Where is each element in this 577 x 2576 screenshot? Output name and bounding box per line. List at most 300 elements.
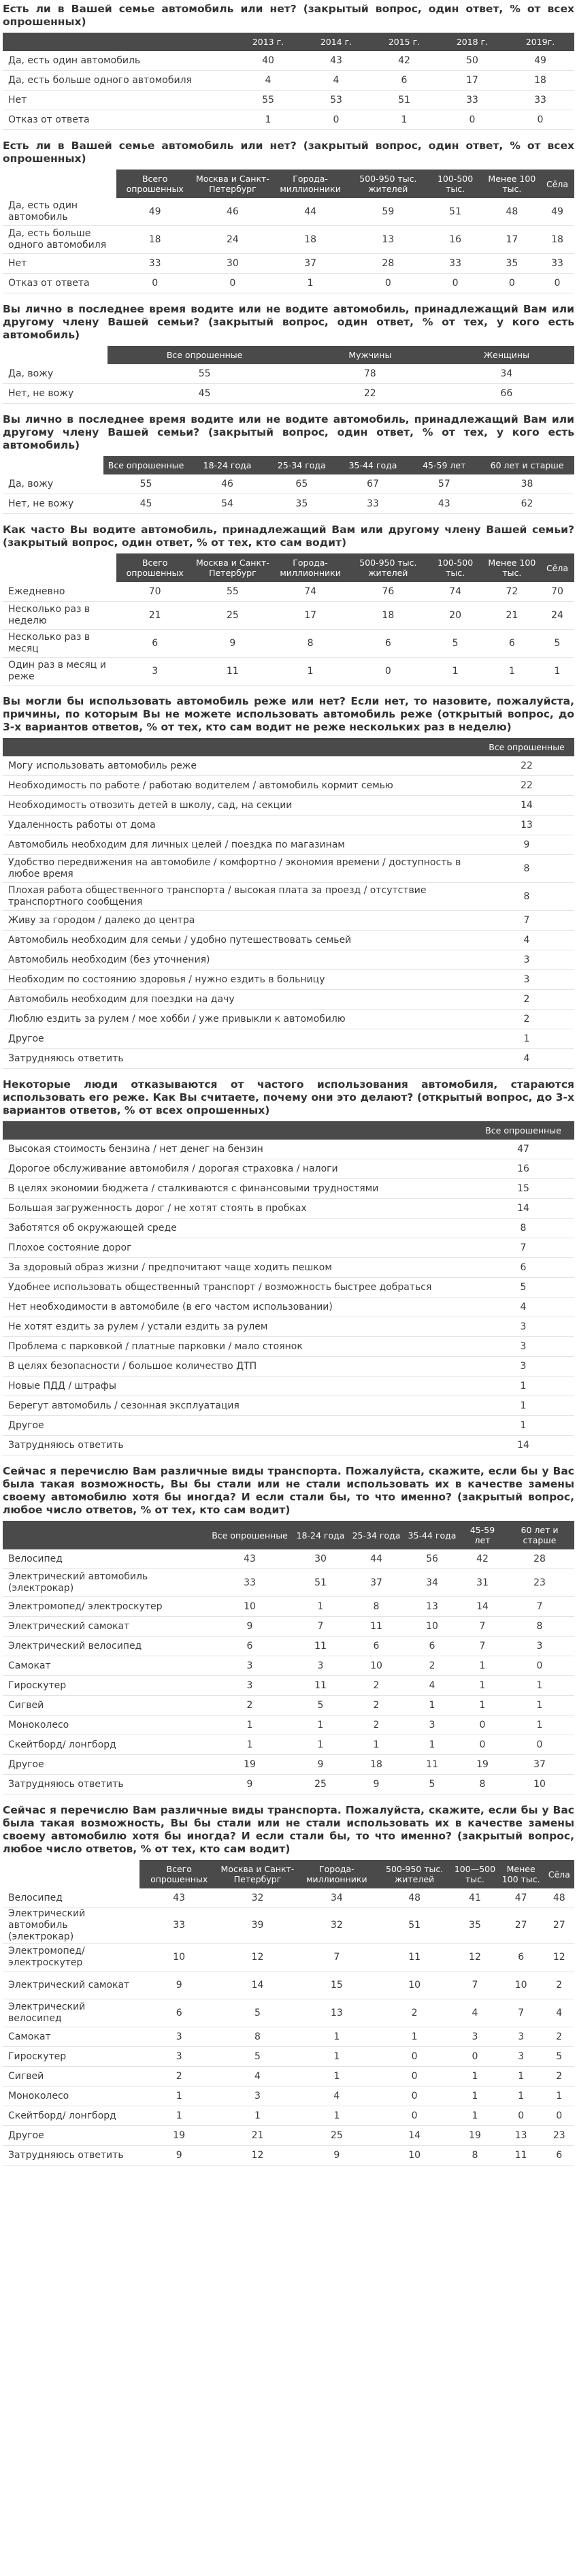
column-header: Москва и Санкт-Петербург (194, 553, 271, 582)
table-row (3, 91, 574, 110)
value-cell: 13 (297, 1999, 377, 2027)
value-cell: 14 (460, 1597, 505, 1617)
row-label: Моноколесо (3, 1716, 207, 1735)
header-corner (3, 1521, 207, 1549)
table-row (3, 1597, 574, 1617)
row-label: Отказ от ответа (3, 274, 116, 293)
table-row (3, 274, 574, 293)
value-cell: 34 (404, 1569, 460, 1597)
value-cell: 5 (218, 1999, 296, 2027)
value-cell: 51 (370, 91, 438, 110)
value-cell: 14 (472, 1199, 574, 1219)
value-cell: 47 (472, 1140, 574, 1159)
value-cell: 3 (479, 970, 574, 990)
value-cell: 47 (498, 1888, 544, 1908)
value-cell: 6 (349, 630, 427, 658)
value-cell: 1 (404, 1735, 460, 1755)
question-title: Вы лично в последнее время водите или не водите автомобиль, принадлежащий Вам или другому члену Вашей семьи? (закрытый вопрос, один ответ, % от тех, у кого есть автомобиль) (3, 303, 574, 341)
value-cell: 0 (377, 2047, 452, 2067)
table-row (3, 1049, 574, 1069)
table-row (3, 776, 574, 796)
value-cell: 4 (234, 71, 302, 91)
column-header: Менее 100 тыс. (484, 170, 540, 198)
value-cell: 3 (139, 2047, 218, 2067)
table-row (3, 1238, 574, 1258)
value-cell: 6 (472, 1258, 574, 1278)
survey-question-block (3, 3, 574, 130)
value-cell: 1 (293, 1716, 348, 1735)
value-cell: 1 (234, 110, 302, 130)
value-cell: 11 (377, 1944, 452, 1971)
results-table (3, 170, 574, 293)
header-corner (3, 738, 479, 756)
value-cell: 10 (139, 1944, 218, 1971)
value-cell: 2 (479, 990, 574, 1010)
value-cell: 23 (505, 1569, 574, 1597)
value-cell: 33 (116, 254, 194, 274)
row-label: Затрудняюсь ответить (3, 1049, 479, 1069)
value-cell: 5 (293, 1696, 348, 1716)
value-cell: 1 (207, 1716, 293, 1735)
value-cell: 10 (377, 2146, 452, 2166)
value-cell: 7 (460, 1617, 505, 1637)
table-row (3, 1416, 574, 1436)
value-cell: 1 (460, 1656, 505, 1676)
value-cell: 4 (218, 2067, 296, 2087)
value-cell: 1 (472, 1396, 574, 1416)
value-cell: 1 (505, 1676, 574, 1696)
value-cell: 8 (472, 1219, 574, 1238)
table-row (3, 2146, 574, 2166)
row-label: Нет (3, 91, 234, 110)
table-row (3, 1755, 574, 1775)
value-cell: 19 (139, 2126, 218, 2146)
value-cell: 22 (301, 384, 439, 404)
value-cell: 1 (348, 1735, 404, 1755)
value-cell: 33 (337, 494, 409, 514)
column-header: 35-44 года (337, 456, 409, 474)
value-cell: 8 (348, 1597, 404, 1617)
column-header: 500-950 тыс. жителей (349, 553, 427, 582)
row-label: Гироскутер (3, 2047, 139, 2067)
value-cell: 15 (472, 1179, 574, 1199)
table-row (3, 51, 574, 71)
table-row (3, 2067, 574, 2087)
value-cell: 0 (452, 2047, 498, 2067)
value-cell: 5 (540, 630, 574, 658)
column-header: 25-34 года (266, 456, 337, 474)
survey-question-block (3, 524, 574, 686)
value-cell: 11 (194, 658, 271, 686)
row-label: Плохая работа общественного транспорта / высокая плата за проезд / отсутствие транспортного сообщения (3, 883, 479, 911)
row-label: Электромопед/ электроскутер (3, 1597, 207, 1617)
value-cell: 22 (479, 756, 574, 776)
row-label: Берегут автомобиль / сезонная эксплуатация (3, 1396, 472, 1416)
table-row (3, 1944, 574, 1971)
value-cell: 42 (460, 1549, 505, 1569)
row-label: Да, есть больше одного автомобиля (3, 226, 116, 254)
survey-question-block (3, 1078, 574, 1455)
value-cell: 48 (544, 1888, 574, 1908)
value-cell: 25 (293, 1775, 348, 1794)
column-header: 2013 г. (234, 33, 302, 51)
table-row (3, 796, 574, 816)
table-row (3, 1999, 574, 2027)
value-cell: 1 (498, 2087, 544, 2106)
value-cell: 3 (207, 1676, 293, 1696)
value-cell: 74 (271, 582, 349, 602)
value-cell: 17 (271, 602, 349, 630)
row-label: Сигвей (3, 2067, 139, 2087)
row-label: Электрический автомобиль (электрокар) (3, 1908, 139, 1944)
value-cell: 3 (139, 2027, 218, 2047)
header-corner (3, 346, 108, 364)
value-cell: 21 (116, 602, 194, 630)
value-cell: 0 (544, 2106, 574, 2126)
row-label: Автомобиль необходим (без уточнения) (3, 950, 479, 970)
value-cell: 1 (297, 2106, 377, 2126)
value-cell: 78 (301, 364, 439, 384)
row-label: Ежедневно (3, 582, 116, 602)
row-label: Скейтборд/ лонгборд (3, 1735, 207, 1755)
value-cell: 53 (302, 91, 370, 110)
value-cell: 9 (297, 2146, 377, 2166)
value-cell: 0 (377, 2067, 452, 2087)
row-label: Самокат (3, 1656, 207, 1676)
table-row (3, 883, 574, 911)
value-cell: 66 (439, 384, 574, 404)
header-corner (3, 170, 116, 198)
value-cell: 6 (116, 630, 194, 658)
question-title: Есть ли в Вашей семье автомобиль или нет? (закрытый вопрос, один ответ, % от всех опрошенных) (3, 140, 574, 165)
value-cell: 1 (472, 1376, 574, 1396)
question-title: Сейчас я перечислю Вам различные виды транспорта. Пожалуйста, скажите, если бы у Вас была такая возможность, Вы бы стали или не стали использовать их в качестве замены своему автомобилю хотя бы иногда? И если стали бы, то что именно? (закрытый вопрос, любое число ответов, % от тех, кто сам водит) (3, 1804, 574, 1855)
value-cell: 1 (452, 2087, 498, 2106)
row-label: Удобнее использовать общественный транспорт / возможность быстрее добраться (3, 1278, 472, 1298)
value-cell: 0 (116, 274, 194, 293)
value-cell: 5 (427, 630, 483, 658)
table-row (3, 1716, 574, 1735)
value-cell: 1 (505, 1716, 574, 1735)
value-cell: 3 (472, 1337, 574, 1357)
table-row (3, 1436, 574, 1455)
value-cell: 2 (377, 1999, 452, 2027)
table-row (3, 1010, 574, 1029)
value-cell: 6 (498, 1944, 544, 1971)
row-label: Скейтборд/ лонгборд (3, 2106, 139, 2126)
row-label: Удаленность работы от дома (3, 816, 479, 835)
table-row (3, 1258, 574, 1278)
table-row (3, 1396, 574, 1416)
value-cell: 1 (297, 2067, 377, 2087)
table-row (3, 1637, 574, 1656)
table-row (3, 1656, 574, 1676)
column-header: 100-500 тыс. (427, 170, 483, 198)
column-header: Города-миллионники (271, 170, 349, 198)
table-row (3, 1357, 574, 1376)
column-header: 18-24 года (293, 1521, 348, 1549)
value-cell: 43 (139, 1888, 218, 1908)
value-cell: 40 (234, 51, 302, 71)
value-cell: 39 (218, 1908, 296, 1944)
value-cell: 30 (293, 1549, 348, 1569)
value-cell: 6 (404, 1637, 460, 1656)
table-row (3, 855, 574, 883)
value-cell: 19 (452, 2126, 498, 2146)
value-cell: 3 (452, 2027, 498, 2047)
column-header: Сёла (540, 170, 574, 198)
value-cell: 1 (293, 1597, 348, 1617)
value-cell: 1 (404, 1696, 460, 1716)
survey-question-block (3, 1465, 574, 1794)
value-cell: 12 (544, 1944, 574, 1971)
column-header: 2019г. (506, 33, 574, 51)
survey-question-block (3, 140, 574, 293)
row-label: В целях экономии бюджета / сталкиваются с финансовыми трудностями (3, 1179, 472, 1199)
value-cell: 10 (377, 1971, 452, 1999)
value-cell: 18 (116, 226, 194, 254)
row-label: Электромопед/ электроскутер (3, 1944, 139, 1971)
header-row (3, 738, 574, 756)
row-label: Высокая стоимость бензина / нет денег на бензин (3, 1140, 472, 1159)
value-cell: 22 (479, 776, 574, 796)
row-label: Да, вожу (3, 474, 103, 494)
value-cell: 35 (484, 254, 540, 274)
column-header: 2014 г. (302, 33, 370, 51)
column-header: Все опрошенные (103, 456, 188, 474)
row-label: Автомобиль необходим для личных целей / поездка по магазинам (3, 835, 479, 855)
column-header: Сёла (544, 1860, 574, 1888)
table-row (3, 1676, 574, 1696)
value-cell: 0 (377, 2106, 452, 2126)
row-label: Удобство передвижения на автомобиле / комфортно / экономия времени / доступность в любое время (3, 855, 479, 883)
row-label: Автомобиль необходим для поездки на дачу (3, 990, 479, 1010)
row-label: Затрудняюсь ответить (3, 2146, 139, 2166)
value-cell: 51 (427, 198, 483, 226)
value-cell: 20 (427, 602, 483, 630)
value-cell: 13 (479, 816, 574, 835)
value-cell: 3 (116, 658, 194, 686)
value-cell: 9 (194, 630, 271, 658)
row-label: Да, есть больше одного автомобиля (3, 71, 234, 91)
column-header: 500-950 тыс. жителей (377, 1860, 452, 1888)
column-header: Менее 100 тыс. (484, 553, 540, 582)
value-cell: 0 (194, 274, 271, 293)
question-title: Сейчас я перечислю Вам различные виды транспорта. Пожалуйста, скажите, если бы у Вас была такая возможность, Вы бы стали или не стали использовать их в качестве замены своему автомобилю хотя бы иногда? И если стали бы, то что именно? (закрытый вопрос, любое число ответов, % от тех, кто сам водит) (3, 1465, 574, 1516)
value-cell: 8 (271, 630, 349, 658)
value-cell: 44 (271, 198, 349, 226)
row-label: Проблема с парковкой / платные парковки / мало стоянок (3, 1337, 472, 1357)
value-cell: 23 (544, 2126, 574, 2146)
value-cell: 14 (377, 2126, 452, 2146)
column-header: Менее 100 тыс. (498, 1860, 544, 1888)
column-header: 25-34 года (348, 1521, 404, 1549)
value-cell: 54 (188, 494, 266, 514)
value-cell: 45 (103, 494, 188, 514)
value-cell: 21 (484, 602, 540, 630)
value-cell: 15 (297, 1971, 377, 1999)
row-label: Автомобиль необходим для семьи / удобно путешествовать семьей (3, 931, 479, 950)
column-header: Города-миллионники (297, 1860, 377, 1888)
value-cell: 0 (460, 1716, 505, 1735)
row-label: Сигвей (3, 1696, 207, 1716)
row-label: Заботятся об окружающей среде (3, 1219, 472, 1238)
value-cell: 9 (139, 1971, 218, 1999)
value-cell: 1 (498, 2067, 544, 2087)
value-cell: 51 (377, 1908, 452, 1944)
table-row (3, 2106, 574, 2126)
table-row (3, 384, 574, 404)
value-cell: 1 (271, 274, 349, 293)
value-cell: 4 (404, 1676, 460, 1696)
value-cell: 14 (472, 1436, 574, 1455)
row-label: Да, есть один автомобиль (3, 198, 116, 226)
table-row (3, 1159, 574, 1179)
row-label: Велосипед (3, 1549, 207, 1569)
table-row (3, 1317, 574, 1337)
value-cell: 1 (479, 1029, 574, 1049)
column-header: 45-59 лет (408, 456, 480, 474)
row-label: Необходимость по работе / работаю водителем / автомобиль кормит семью (3, 776, 479, 796)
value-cell: 1 (139, 2106, 218, 2126)
value-cell: 7 (297, 1944, 377, 1971)
survey-question-block (3, 413, 574, 514)
table-row (3, 110, 574, 130)
value-cell: 12 (218, 2146, 296, 2166)
value-cell: 43 (207, 1549, 293, 1569)
value-cell: 37 (271, 254, 349, 274)
table-row (3, 931, 574, 950)
value-cell: 38 (480, 474, 574, 494)
column-header: Всего опрошенных (139, 1860, 218, 1888)
row-label: Электрический велосипед (3, 1637, 207, 1656)
header-row (3, 33, 574, 51)
value-cell: 11 (404, 1755, 460, 1775)
value-cell: 4 (302, 71, 370, 91)
row-label: Плохое состояние дорог (3, 1238, 472, 1258)
column-header: 2015 г. (370, 33, 438, 51)
value-cell: 10 (505, 1775, 574, 1794)
survey-question-block (3, 303, 574, 404)
value-cell: 1 (293, 1735, 348, 1755)
table-row (3, 1199, 574, 1219)
value-cell: 4 (479, 931, 574, 950)
value-cell: 2 (544, 2027, 574, 2047)
value-cell: 4 (472, 1298, 574, 1317)
column-header: Мужчины (301, 346, 439, 364)
row-label: Другое (3, 1755, 207, 1775)
value-cell: 0 (377, 2087, 452, 2106)
column-header: Всего опрошенных (116, 553, 194, 582)
row-label: Другое (3, 2126, 139, 2146)
row-label: Велосипед (3, 1888, 139, 1908)
row-label: Гироскутер (3, 1676, 207, 1696)
value-cell: 3 (218, 2087, 296, 2106)
value-cell: 34 (439, 364, 574, 384)
value-cell: 70 (116, 582, 194, 602)
survey-report (0, 3, 577, 2166)
value-cell: 1 (427, 658, 483, 686)
column-header: 100—500 тыс. (452, 1860, 498, 1888)
table-row (3, 494, 574, 514)
results-table (3, 1860, 574, 2166)
value-cell: 35 (266, 494, 337, 514)
value-cell: 31 (460, 1569, 505, 1597)
table-row (3, 198, 574, 226)
value-cell: 8 (452, 2146, 498, 2166)
value-cell: 3 (505, 1637, 574, 1656)
value-cell: 48 (377, 1888, 452, 1908)
table-row (3, 1549, 574, 1569)
value-cell: 18 (540, 226, 574, 254)
value-cell: 33 (540, 254, 574, 274)
value-cell: 1 (452, 2067, 498, 2087)
value-cell: 76 (349, 582, 427, 602)
question-title: Вы лично в последнее время водите или не водите автомобиль, принадлежащий Вам или другому члену Вашей семьи? (закрытый вопрос, один ответ, % от тех, у кого есть автомобиль) (3, 413, 574, 451)
value-cell: 0 (484, 274, 540, 293)
value-cell: 27 (498, 1908, 544, 1944)
row-label: Новые ПДД / штрафы (3, 1376, 472, 1396)
value-cell: 7 (452, 1971, 498, 1999)
value-cell: 59 (349, 198, 427, 226)
value-cell: 3 (472, 1317, 574, 1337)
row-label: Люблю ездить за рулем / мое хобби / уже привыкли к автомобилю (3, 1010, 479, 1029)
value-cell: 1 (297, 2047, 377, 2067)
value-cell: 5 (472, 1278, 574, 1298)
header-row (3, 553, 574, 582)
value-cell: 46 (194, 198, 271, 226)
value-cell: 12 (452, 1944, 498, 1971)
value-cell: 56 (404, 1549, 460, 1569)
value-cell: 12 (218, 1944, 296, 1971)
value-cell: 0 (427, 274, 483, 293)
header-row (3, 1121, 574, 1140)
row-label: Электрический самокат (3, 1617, 207, 1637)
value-cell: 18 (271, 226, 349, 254)
value-cell: 8 (479, 855, 574, 883)
row-label: Нет, не вожу (3, 494, 103, 514)
table-row (3, 658, 574, 686)
value-cell: 6 (139, 1999, 218, 2027)
table-row (3, 2047, 574, 2067)
header-row (3, 456, 574, 474)
question-title: Некоторые люди отказываются от частого использования автомобиля, стараются использовать его реже. Как Вы считаете, почему они это делают? (открытый вопрос, до 3-х вариантов ответов, % от всех опрошенных) (3, 1078, 574, 1116)
value-cell: 42 (370, 51, 438, 71)
survey-question-block (3, 695, 574, 1069)
table-row (3, 2126, 574, 2146)
column-header: Всего опрошенных (116, 170, 194, 198)
value-cell: 6 (207, 1637, 293, 1656)
table-row (3, 2087, 574, 2106)
question-title: Как часто Вы водите автомобиль, принадлежащий Вам или другому члену Вашей семьи? (закрытый вопрос, один ответ, % от тех, кто сам водит) (3, 524, 574, 549)
header-corner (3, 456, 103, 474)
value-cell: 6 (370, 71, 438, 91)
header-row (3, 170, 574, 198)
value-cell: 0 (349, 274, 427, 293)
header-row (3, 346, 574, 364)
value-cell: 1 (271, 658, 349, 686)
row-label: Живу за городом / далеко до центра (3, 911, 479, 931)
value-cell: 32 (218, 1888, 296, 1908)
value-cell: 49 (506, 51, 574, 71)
column-header: 45-59 лет (460, 1521, 505, 1549)
value-cell: 9 (293, 1755, 348, 1775)
row-label: Электрический самокат (3, 1971, 139, 1999)
value-cell: 55 (234, 91, 302, 110)
value-cell: 33 (139, 1908, 218, 1944)
value-cell: 18 (348, 1755, 404, 1775)
table-row (3, 226, 574, 254)
